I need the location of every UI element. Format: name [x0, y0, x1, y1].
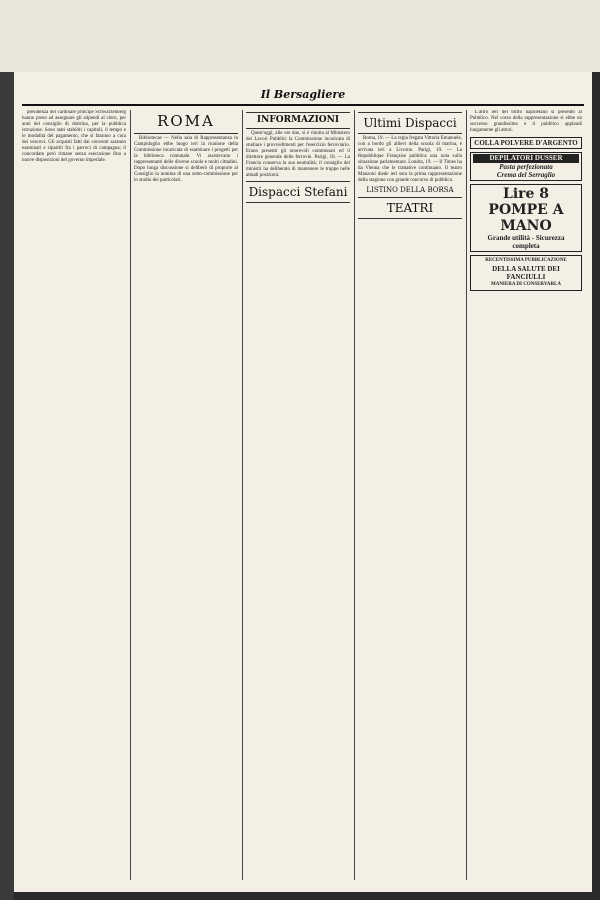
column-rule: [354, 110, 355, 880]
divider: [358, 112, 462, 113]
section-heading-ultimi-dispacci: Ultimi Dispacci: [363, 116, 457, 130]
ad-pompe-title: POMPE A MANO: [488, 202, 564, 234]
newspaper-page: [14, 72, 592, 892]
ad-colla-polvere: [470, 137, 582, 149]
ad-title: COLLA POLVERE D'ARGENTO: [474, 139, 578, 147]
ad-inverse-title: DEPILATORI DUSSER: [473, 154, 579, 163]
section-heading-roma: ROMA: [157, 112, 215, 130]
section-heading-dispacci-stefani: Dispacci Stefani: [248, 185, 348, 199]
divider: [246, 181, 350, 182]
ad-crema: Crema del Serraglio: [496, 171, 556, 179]
divider: [358, 197, 462, 198]
divider: [246, 128, 350, 129]
column-3: [246, 110, 350, 886]
ad-depilatori: [470, 152, 582, 181]
ad-price: Lire 8: [502, 186, 550, 202]
pub-subtitle: MANIERA DI CONSERVARLA: [490, 282, 562, 287]
divider: [246, 202, 350, 203]
column-3-text: Quest'oggi, alle ore due, si è riunita al Ministero dei Lavori Pubblici la Commissione incaricata di studiare i provvedimenti per l'esercizio ferroviario. Erano presenti gli onorevoli commissari ed il direttore generale delle ferrovie. Parigi, 18. — La Francia conserva la sua neutralità; il consiglio dei ministri ha deliberato di mantenere le truppe nelle attuali posizioni.: [246, 131, 350, 178]
divider: [246, 112, 350, 113]
divider: [358, 218, 462, 219]
section-heading-teatri: TEATRI: [386, 201, 434, 215]
column-2: [134, 110, 238, 886]
scan-margin-top: [0, 0, 600, 72]
column-2-text: Bibliotecae — Nella sala di Rappresentanza in Campidoglio ebbe luogo ieri la riunione della Commissione incaricata di esaminare i progetti per la biblioteca comunale. Vi assistevano i rappresentanti delle diverse scuole e molti cittadini. Dopo lunga discussione si deliberò di proporre al Consiglio la nomina di una sotto-commissione per lo studio dei particolari.: [134, 136, 238, 183]
column-4: [358, 110, 462, 886]
pub-title: DELLA SALUTE DEI FANCIULLI: [492, 265, 560, 281]
column-1-text: presidenza del cardinale principe Schwarzenberg hanno preso ad assegnare gli stipendi al clero, per anni del consiglio di dottrina, per la pubblica istruzione. Sono stati stabiliti i capitoli, il tempo e le modalità del pagamento, che si faranno a cura dei vescovi. Gli acquisti fatti dai conventi saranno esaminati e ripartiti fra i parroci di campagna; il concordato però rimane senza esecuzione fino a nuove disposizioni del governo imperiale.: [22, 110, 126, 163]
ad-publication: [470, 255, 582, 291]
ad-line: Grande utilità - Sicurezza completa: [487, 234, 565, 250]
column-5: [470, 110, 582, 886]
masthead-title: Il Bersagliere: [260, 88, 346, 101]
section-heading-informazioni: INFORMAZIONI: [256, 115, 340, 125]
scan-margin-left: [0, 72, 14, 900]
column-rule: [130, 110, 131, 880]
column-rule: [466, 110, 467, 880]
ad-subtitle: Pasta perfezionata: [499, 163, 553, 171]
divider: [134, 133, 238, 134]
column-5-text: L'altro ieri del buffo napoletano si presentò al Pubblico. Nel corso della rappresentazione si ebbe un successo grandissimo e il pubblico applaudì lungamente gli attori.: [470, 110, 582, 133]
pub-label: RECENTISSIMA PUBBLICAZIONE: [485, 258, 567, 263]
divider: [358, 133, 462, 134]
column-rule: [242, 110, 243, 880]
column-4-text: Roma, 19. — La regia fregata Vittoria Emanuele, con a bordo gli allievi della scuola di marina, è arrivata ieri a Livorno. Parigi, 19. — La Repubblique Française pubblica una nota sulla situazione parlamentare. Londra, 19. — Il Times ha da Vienna che le trattative continuano. Il teatro Manzoni diede ieri sera la prima rappresentazione della stagione con grande concorso di pubblico.: [358, 136, 462, 183]
ad-pompe: [470, 184, 582, 252]
masthead: [22, 90, 584, 106]
borsa-listing-label: LISTINO DELLA BORSA: [366, 186, 454, 194]
column-1: [22, 110, 126, 886]
